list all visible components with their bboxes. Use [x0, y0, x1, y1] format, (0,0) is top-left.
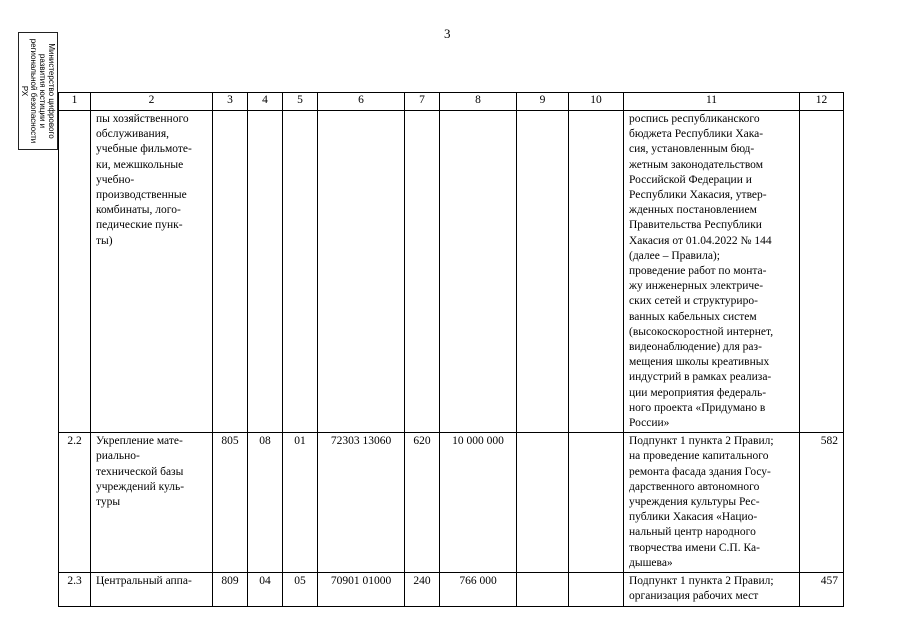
code-cell-5	[283, 111, 318, 433]
row-number-cell: 2.2	[59, 433, 91, 573]
basis-cell: роспись республиканского бюджета Республики Хака- сия, установленным бюд- жетным законодательством Российской Федерации и Республики Хакасия, утвер- жденных постановлением Правительства Республики Хакасия от 01.04.2022 № 144 (далее – Правила); проведение работ по монта- жу инженерных электриче- ских сетей и структуриро- ванных кабельных систем (высокоскоростной интернет, видеонаблюдение) для раз- мещения школы креативных индустрий в рамках реализа- ции мероприятия федераль- ного проекта «Придумано в России»	[624, 111, 800, 433]
name-cell: Центральный аппа-	[91, 573, 213, 607]
code-cell-7: 620	[405, 433, 440, 573]
code-cell-6: 70901 01000	[318, 573, 405, 607]
cell-12: 582	[800, 433, 844, 573]
code-cell-7	[405, 111, 440, 433]
stamp-text: Министерство цифрового развития юстиции и региональной безопасности РХ	[20, 38, 56, 144]
cell-12: 457	[800, 573, 844, 607]
header-cell-7: 7	[405, 93, 440, 111]
header-cell-10: 10	[569, 93, 624, 111]
cell-9	[517, 573, 569, 607]
basis-cell: Подпункт 1 пункта 2 Правил; организация рабочих мест	[624, 573, 800, 607]
header-cell-9: 9	[517, 93, 569, 111]
header-cell-6: 6	[318, 93, 405, 111]
code-cell-6	[318, 111, 405, 433]
code-cell-3: 809	[213, 573, 248, 607]
document-table	[58, 92, 844, 607]
code-cell-7: 240	[405, 573, 440, 607]
table-row	[59, 111, 844, 433]
header-cell-2: 2	[91, 93, 213, 111]
header-cell-11: 11	[624, 93, 800, 111]
code-cell-5: 05	[283, 573, 318, 607]
header-cell-12: 12	[800, 93, 844, 111]
code-cell-6: 72303 13060	[318, 433, 405, 573]
code-cell-3	[213, 111, 248, 433]
cell-10	[569, 111, 624, 433]
page-number: 3	[444, 26, 451, 41]
amount-cell	[440, 111, 517, 433]
row-number-cell	[59, 111, 91, 433]
code-cell-4	[248, 111, 283, 433]
cell-9	[517, 111, 569, 433]
amount-cell: 10 000 000	[440, 433, 517, 573]
header-cell-8: 8	[440, 93, 517, 111]
header-cell-4: 4	[248, 93, 283, 111]
cell-10	[569, 573, 624, 607]
basis-cell: Подпункт 1 пункта 2 Правил; на проведение капитального ремонта фасада здания Госу- дарственного автономного учреждения культуры Рес- публики Хакасия «Нацио- нальный центр народного творчества имени С.П. Ка- дышева»	[624, 433, 800, 573]
code-cell-4: 04	[248, 573, 283, 607]
cell-10	[569, 433, 624, 573]
header-cell-3: 3	[213, 93, 248, 111]
table-row	[59, 433, 844, 573]
code-cell-3: 805	[213, 433, 248, 573]
registration-stamp	[18, 32, 58, 150]
cell-12	[800, 111, 844, 433]
cell-9	[517, 433, 569, 573]
code-cell-5: 01	[283, 433, 318, 573]
name-cell: пы хозяйственного обслуживания, учебные фильмоте- ки, межшкольные учебно- производственные комбинаты, лого- педические пунк- ты)	[91, 111, 213, 433]
code-cell-4: 08	[248, 433, 283, 573]
table-header-row	[59, 93, 844, 111]
amount-cell: 766 000	[440, 573, 517, 607]
table-row	[59, 573, 844, 607]
name-cell: Укрепление мате- риально- технической базы учреждений куль- туры	[91, 433, 213, 573]
header-cell-5: 5	[283, 93, 318, 111]
row-number-cell: 2.3	[59, 573, 91, 607]
header-cell-1: 1	[59, 93, 91, 111]
